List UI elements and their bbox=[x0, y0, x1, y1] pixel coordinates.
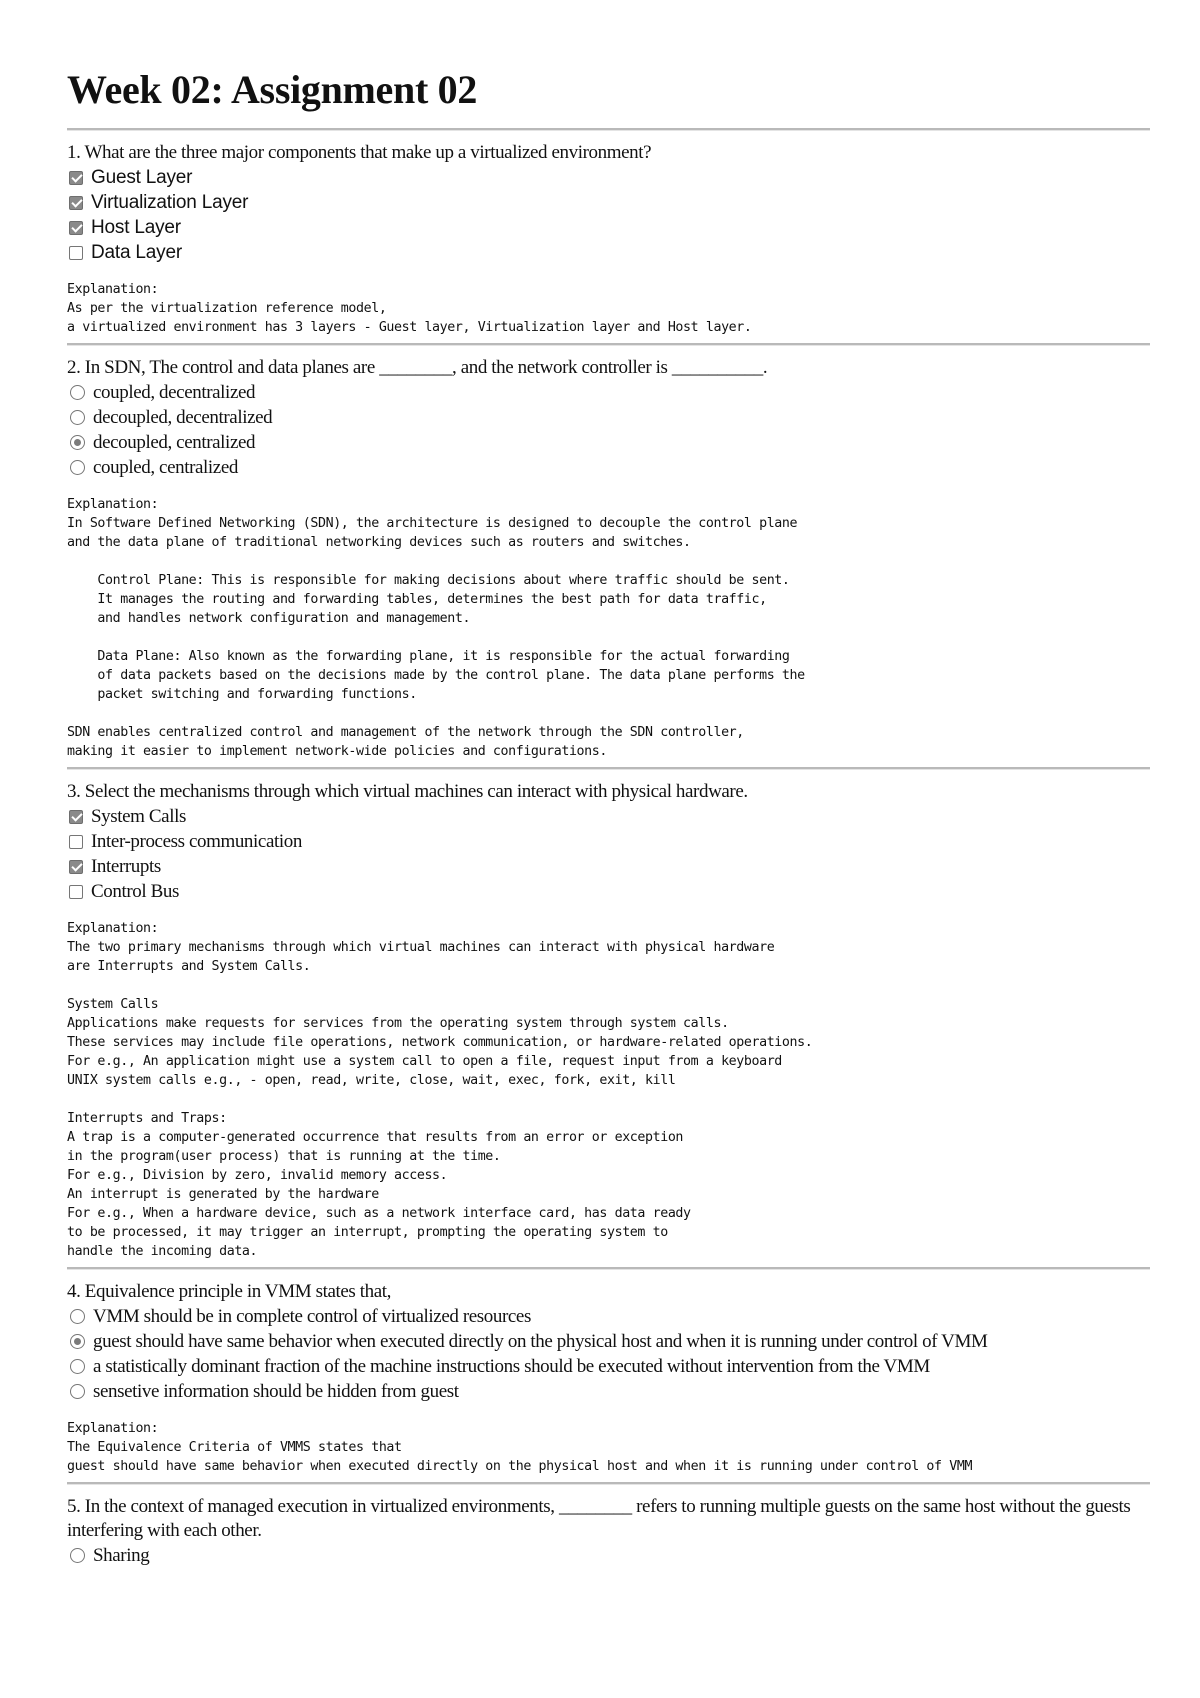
option-label: a statistically dominant fraction of the machine instructions should be executed without intervention from the VMM bbox=[93, 1355, 930, 1377]
explanation: Explanation: The Equivalence Criteria of VMMS states that guest should have same behavior when executed directly on the physical host and when it is running under control of VMM bbox=[67, 1421, 973, 1474]
option-label: Sharing bbox=[93, 1544, 150, 1566]
radio-selected-icon[interactable] bbox=[70, 435, 85, 450]
radio-unselected-icon[interactable] bbox=[70, 1309, 85, 1324]
question-5 bbox=[67, 1495, 1150, 1568]
divider bbox=[67, 1267, 1150, 1270]
option-guest-same-behavior[interactable] bbox=[67, 1329, 1150, 1354]
option-label: Virtualization Layer bbox=[91, 191, 249, 213]
option-interrupts[interactable] bbox=[67, 854, 1150, 879]
option-inter-process-communication[interactable] bbox=[67, 829, 1150, 854]
radio-unselected-icon[interactable] bbox=[70, 1359, 85, 1374]
option-coupled-centralized[interactable] bbox=[67, 455, 1150, 480]
option-label: decoupled, decentralized bbox=[93, 406, 273, 428]
radio-unselected-icon[interactable] bbox=[70, 1548, 85, 1563]
option-data-layer[interactable] bbox=[67, 240, 1150, 265]
radio-selected-icon[interactable] bbox=[70, 1334, 85, 1349]
checkbox-unchecked-icon[interactable] bbox=[69, 835, 83, 849]
checkbox-unchecked-icon[interactable] bbox=[69, 246, 83, 260]
option-label: guest should have same behavior when executed directly on the physical host and when it is running under control of VMM bbox=[93, 1330, 988, 1352]
option-guest-layer[interactable] bbox=[67, 165, 1150, 190]
option-decoupled-centralized[interactable] bbox=[67, 430, 1150, 455]
question-1 bbox=[67, 141, 1150, 337]
option-label: coupled, decentralized bbox=[93, 381, 256, 403]
question-text: 1. What are the three major components that make up a virtualized environment? bbox=[67, 142, 652, 163]
option-sensitive-info-hidden[interactable] bbox=[67, 1379, 1150, 1404]
option-label: Interrupts bbox=[91, 855, 161, 877]
option-label: Control Bus bbox=[91, 880, 179, 902]
question-3 bbox=[67, 780, 1150, 1261]
checkbox-checked-icon[interactable] bbox=[69, 171, 83, 185]
option-label: Host Layer bbox=[91, 216, 181, 238]
explanation: Explanation: As per the virtualization reference model, a virtualized environment has 3 layers - Guest layer, Virtualization layer and Host layer. bbox=[67, 282, 752, 335]
option-label: System Calls bbox=[91, 805, 186, 827]
option-label: coupled, centralized bbox=[93, 456, 238, 478]
divider bbox=[67, 1482, 1150, 1485]
explanation: Explanation: In Software Defined Networking (SDN), the architecture is designed to decouple the control plane and the data plane of traditional networking devices such as routers and switches. Control Plane: This is responsible for making decisions about where traffic should be sent. It manages the routing and forwarding tables, determines the best path for data traffic, and handles network configuration and management. Data Plane: Also known as the forwarding plane, it is responsible for the actual forwarding of data packets based on the decisions made by the control plane. The data plane performs the packet switching and forwarding functions. SDN enables centralized control and management of the network through the SDN controller, making it easier to implement network-wide policies and configurations. bbox=[67, 497, 805, 759]
option-host-layer[interactable] bbox=[67, 215, 1150, 240]
option-vmm-complete-control[interactable] bbox=[67, 1304, 1150, 1329]
assignment-page bbox=[67, 0, 1150, 1568]
checkbox-unchecked-icon[interactable] bbox=[69, 885, 83, 899]
question-4 bbox=[67, 1280, 1150, 1476]
option-label: Guest Layer bbox=[91, 166, 193, 188]
option-label: Inter-process communication bbox=[91, 830, 302, 852]
option-virtualization-layer[interactable] bbox=[67, 190, 1150, 215]
question-text: 3. Select the mechanisms through which virtual machines can interact with physical hardware. bbox=[67, 781, 748, 802]
question-2 bbox=[67, 356, 1150, 761]
checkbox-checked-icon[interactable] bbox=[69, 860, 83, 874]
question-text: 5. In the context of managed execution in virtualized environments, ________ refers to running multiple guests on the same host without the guests interfering with each other. bbox=[67, 1496, 1131, 1541]
option-sharing[interactable] bbox=[67, 1543, 1150, 1568]
radio-unselected-icon[interactable] bbox=[70, 1384, 85, 1399]
option-system-calls[interactable] bbox=[67, 804, 1150, 829]
explanation: Explanation: The two primary mechanisms through which virtual machines can interact with physical hardware are Interrupts and System Calls. System Calls Applications make requests for services from the operating system through system calls. These services may include file operations, network communication, or hardware-related operations. For e.g., An application might use a system call to open a file, request input from a keyboard UNIX system calls e.g., - open, read, write, close, wait, exec, fork, exit, kill Interrupts and Traps: A trap is a computer-generated occurrence that results from an error or exception in the program(user process) that is running at the time. For e.g., Division by zero, invalid memory access. An interrupt is generated by the hardware For e.g., When a hardware device, such as a network interface card, has data ready to be processed, it may trigger an interrupt, prompting the operating system to handle the incoming data. bbox=[67, 921, 813, 1259]
checkbox-checked-icon[interactable] bbox=[69, 221, 83, 235]
radio-unselected-icon[interactable] bbox=[70, 410, 85, 425]
divider bbox=[67, 343, 1150, 346]
option-control-bus[interactable] bbox=[67, 879, 1150, 904]
option-decoupled-decentralized[interactable] bbox=[67, 405, 1150, 430]
checkbox-checked-icon[interactable] bbox=[69, 196, 83, 210]
option-label: Data Layer bbox=[91, 241, 182, 263]
checkbox-checked-icon[interactable] bbox=[69, 810, 83, 824]
radio-unselected-icon[interactable] bbox=[70, 460, 85, 475]
option-label: VMM should be in complete control of virtualized resources bbox=[93, 1305, 531, 1327]
option-coupled-decentralized[interactable] bbox=[67, 380, 1150, 405]
option-label: decoupled, centralized bbox=[93, 431, 256, 453]
page-title: Week 02: Assignment 02 bbox=[67, 67, 478, 112]
option-statistically-dominant[interactable] bbox=[67, 1354, 1150, 1379]
question-text: 4. Equivalence principle in VMM states that, bbox=[67, 1281, 391, 1302]
question-text: 2. In SDN, The control and data planes are ________, and the network controller is __________. bbox=[67, 357, 768, 378]
divider bbox=[67, 767, 1150, 770]
option-label: sensetive information should be hidden from guest bbox=[93, 1380, 459, 1402]
radio-unselected-icon[interactable] bbox=[70, 385, 85, 400]
divider bbox=[67, 128, 1150, 131]
